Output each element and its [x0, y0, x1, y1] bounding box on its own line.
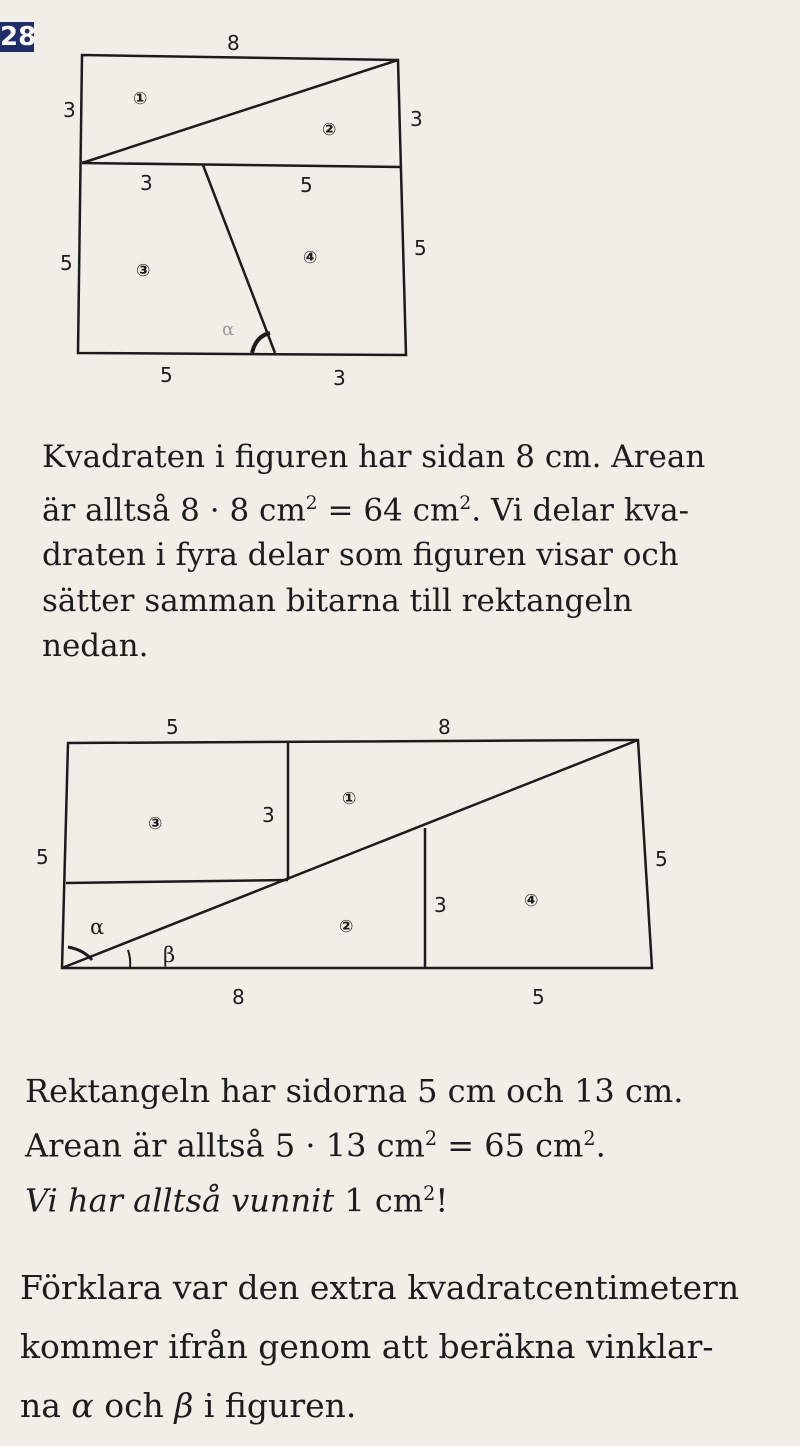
fig2-alpha-label: α	[90, 915, 105, 939]
fig2-piece-2: ②	[339, 917, 354, 937]
square-figure	[0, 0, 800, 420]
fig1-right-top-label: 3	[410, 107, 423, 131]
intro-exp-1: 2	[305, 492, 318, 514]
question-beta: β	[174, 1386, 194, 1425]
fig2-bottom-right-label: 5	[532, 985, 545, 1009]
intro-line-2b: = 64 cm	[317, 491, 460, 528]
result-exp-1: 2	[424, 1127, 438, 1150]
fig1-right-bottom-label: 5	[414, 236, 427, 260]
fig1-mid-right-label: 5	[300, 173, 313, 197]
intro-line-5: nedan.	[42, 628, 149, 665]
intro-paragraph	[42, 435, 772, 670]
fig1-left-top-label: 3	[63, 98, 76, 122]
fig1-alpha-mark: α	[222, 319, 235, 340]
question-line-1: Förklara var den extra kvadratcentimetern	[20, 1268, 740, 1307]
result-line-3b: 1 cm	[334, 1181, 424, 1220]
fig1-piece-3: ③	[136, 261, 151, 281]
diagonal-cut	[82, 60, 398, 163]
intro-line-2a: är alltså 8 · 8 cm	[42, 491, 306, 528]
horizontal-cut	[82, 163, 402, 167]
intro-line-1: Kvadraten i figuren har sidan 8 cm. Arean	[42, 439, 706, 475]
slanted-cut	[203, 165, 275, 353]
fig2-beta-label: β	[163, 943, 176, 967]
result-line-1: Rektangeln har sidorna 5 cm och 13 cm.	[25, 1072, 684, 1110]
rectangle-figure	[0, 700, 800, 1020]
fig1-mid-left-label: 3	[140, 171, 153, 195]
beta-arc	[128, 950, 130, 968]
fig1-bottom-left-label: 5	[160, 363, 173, 387]
fig1-piece-4: ④	[303, 248, 318, 268]
fig2-inner-3b-label: 3	[434, 893, 447, 917]
fig2-left-label: 5	[36, 845, 49, 869]
result-exp-3: 2	[423, 1181, 436, 1205]
fig2-top-left-label: 5	[166, 715, 179, 739]
result-exp-2: 2	[583, 1127, 596, 1150]
question-alpha: α	[71, 1386, 94, 1425]
question-line-3c: i figuren.	[193, 1386, 357, 1425]
problem-number-badge: 28	[0, 22, 37, 52]
square3-bottom-edge	[66, 880, 288, 883]
result-line-2a: Arean är alltså 5 · 13 cm	[25, 1126, 425, 1165]
question-paragraph	[20, 1258, 795, 1435]
result-paragraph	[25, 1068, 785, 1224]
fig2-piece-1: ①	[342, 789, 357, 809]
fig1-left-bottom-label: 5	[60, 251, 73, 275]
fig2-bottom-left-label: 8	[232, 985, 245, 1009]
intro-line-4: sätter samman bitarna till rektangeln	[42, 582, 633, 619]
fig2-right-label: 5	[655, 847, 668, 871]
intro-exp-2: 2	[459, 492, 472, 514]
result-line-2c: .	[595, 1126, 606, 1165]
fig2-top-right-label: 8	[438, 715, 451, 739]
square-outline	[78, 55, 406, 355]
result-line-2b: = 65 cm	[437, 1126, 584, 1165]
fig2-piece-3: ③	[148, 814, 163, 834]
fig2-inner-3a-label: 3	[262, 803, 275, 827]
alpha-arc	[68, 947, 92, 960]
question-line-2: kommer ifrån genom att beräkna vinklar-	[20, 1327, 714, 1366]
fig1-bottom-right-label: 3	[333, 366, 346, 390]
question-line-3a: na	[20, 1386, 72, 1425]
fig2-piece-4: ④	[524, 891, 539, 911]
fig1-top-label: 8	[227, 31, 240, 55]
result-line-3c: !	[435, 1181, 449, 1220]
result-line-3-italic: Vi har alltså vunnit	[25, 1181, 335, 1220]
intro-line-2c: . Vi delar kva-	[471, 491, 690, 528]
fig1-piece-2: ②	[322, 120, 337, 140]
intro-line-3: draten i fyra delar som figuren visar och	[42, 537, 679, 574]
fig1-piece-1: ①	[133, 89, 148, 109]
question-line-3b: och	[93, 1386, 175, 1425]
